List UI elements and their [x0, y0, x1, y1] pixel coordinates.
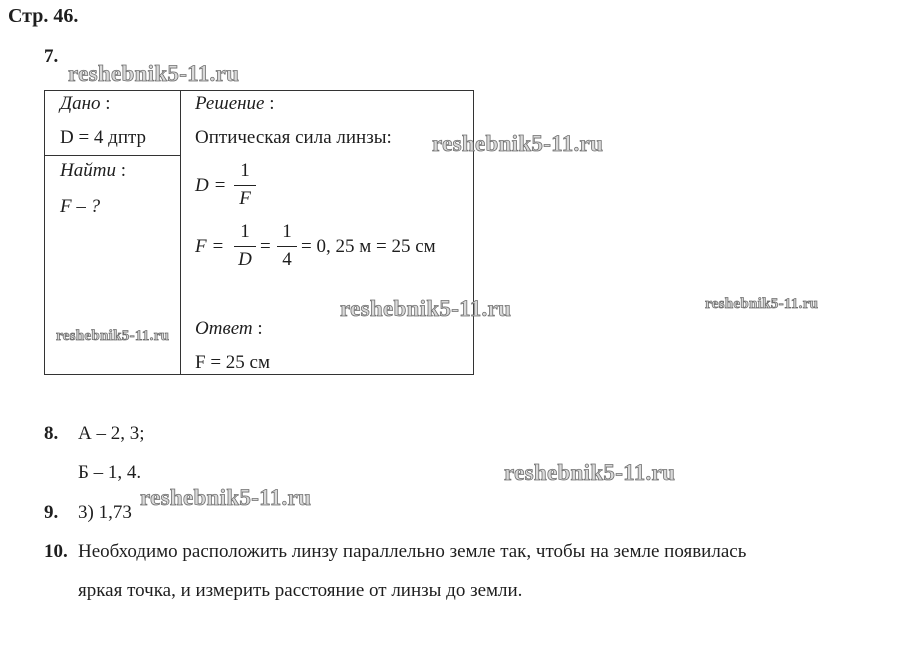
- formula2-fraction2: 1 4: [277, 221, 297, 271]
- answer-label: Ответ :: [195, 318, 263, 339]
- watermark: reshebnik5-11.ru: [140, 485, 312, 510]
- watermark: reshebnik5-11.ru: [504, 460, 676, 485]
- formula2-rhs: = 0, 25 м = 25 см: [301, 236, 436, 257]
- given-label: Дано :: [60, 93, 111, 114]
- formula1-fraction: 1 F: [234, 160, 256, 210]
- find-label: Найти :: [60, 160, 126, 181]
- formula1-lhs: D =: [195, 175, 227, 196]
- find-value: F – ?: [60, 196, 101, 217]
- formula2-lhs: F =: [195, 236, 225, 257]
- formula2-equals: =: [260, 236, 271, 257]
- given-value: D = 4 дптр: [60, 127, 147, 148]
- watermark: reshebnik5-11.ru: [340, 296, 512, 321]
- task7-number: 7.: [44, 46, 59, 67]
- formula2-fraction1: 1 D: [234, 221, 256, 271]
- task10-line2: яркая точка, и измерить расстояние от линзы до земли.: [78, 580, 523, 601]
- task10-number: 10.: [44, 541, 68, 562]
- task8-line2: Б – 1, 4.: [78, 462, 142, 483]
- watermark: reshebnik5-11.ru: [432, 131, 604, 156]
- solution-intro: Оптическая сила линзы:: [195, 127, 392, 148]
- task8-number: 8.: [44, 423, 59, 444]
- task8-line1: А – 2, 3;: [78, 423, 145, 444]
- task9-number: 9.: [44, 502, 59, 523]
- watermark: reshebnik5-11.ru: [56, 328, 170, 344]
- task10-line1: Необходимо расположить линзу параллельно земле так, чтобы на земле появилась: [78, 541, 747, 562]
- answer-value: F = 25 см: [195, 352, 270, 373]
- solution-label: Решение :: [195, 93, 275, 114]
- page-header: Стр. 46.: [8, 5, 79, 27]
- watermark: reshebnik5-11.ru: [705, 296, 819, 312]
- task9-text: 3) 1,73: [78, 502, 132, 523]
- watermark: reshebnik5-11.ru: [68, 61, 240, 86]
